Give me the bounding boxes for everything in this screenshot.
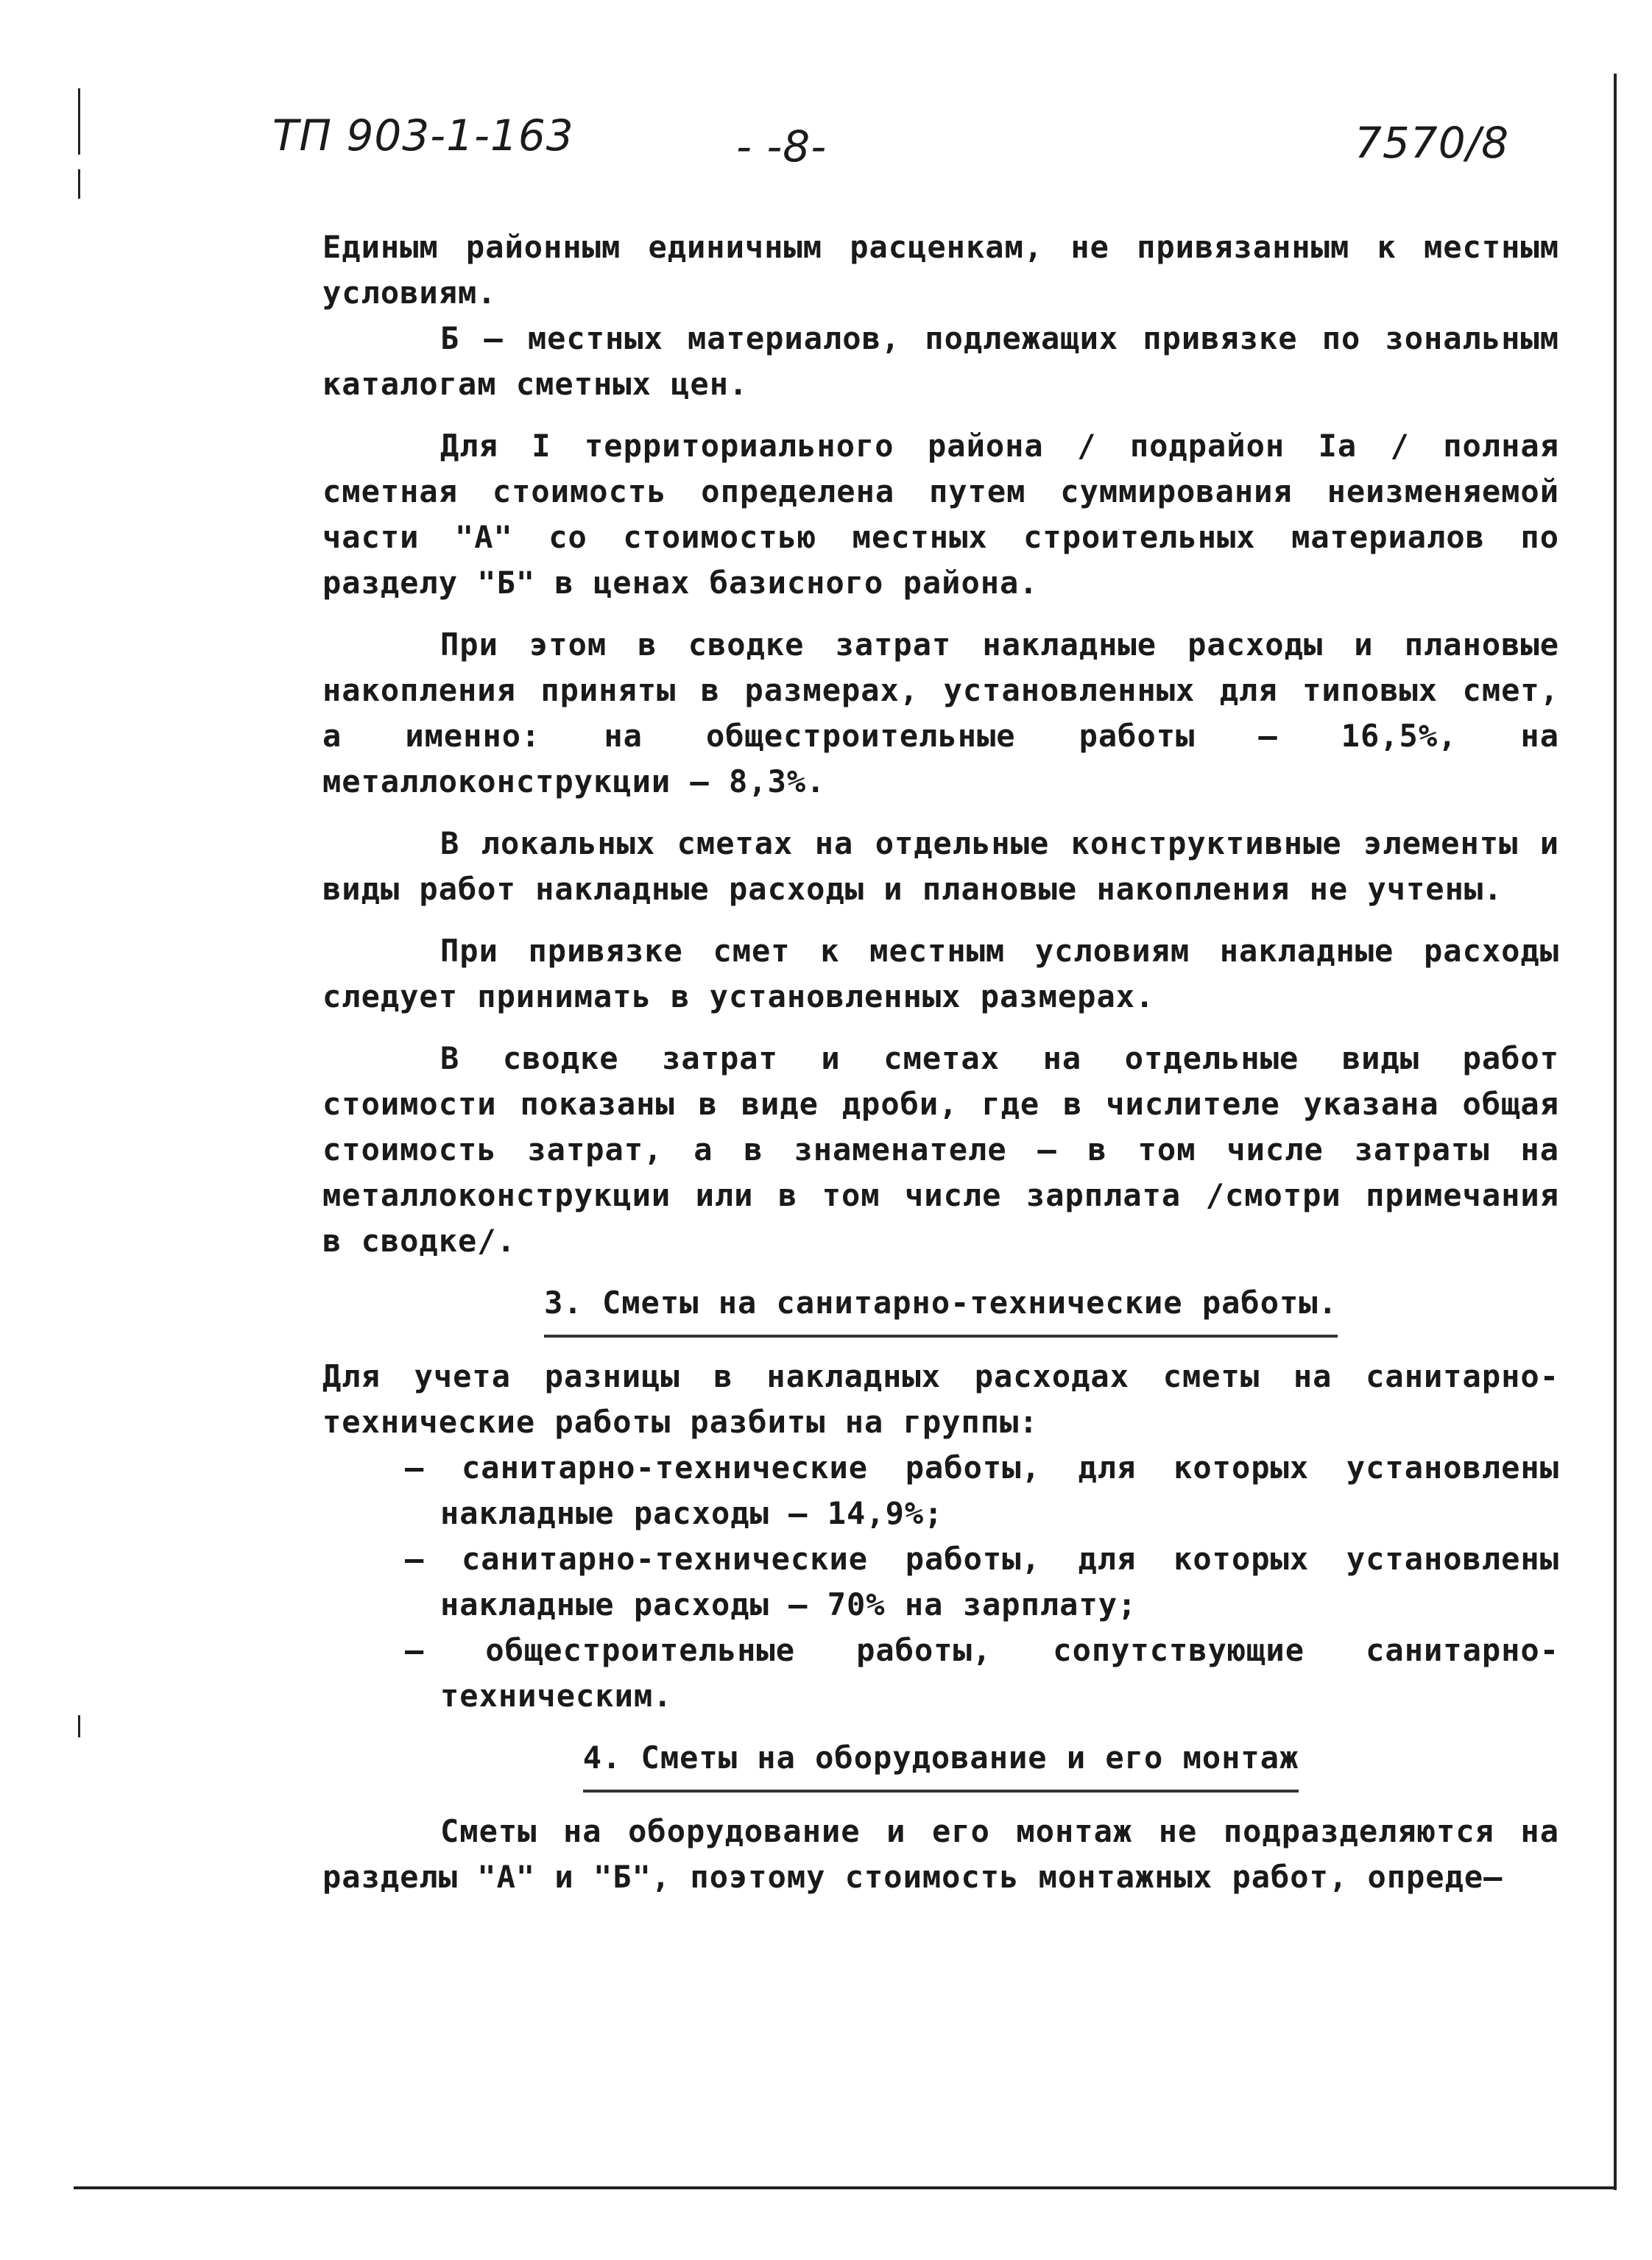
paragraph: В сводке затрат и сметах на отдельные виды работ стоимости показаны в виде дроби, где в числителе указана общая стоимость затрат, а в знаменателе – в том числе затраты на металлоконструкции или в том числе зарплата /смотри примечания в сводке/.	[322, 1040, 1559, 1259]
section-4-heading	[322, 1735, 1559, 1793]
section-3-intro: Для учета разницы в накладных расходах сметы на санитарно-технические работы разбиты на группы:	[322, 1358, 1559, 1440]
section-4-heading-text: 4. Сметы на оборудование и его монтаж	[583, 1735, 1299, 1793]
section-3-list	[322, 1445, 1559, 1719]
body-text	[322, 225, 1559, 1900]
sheet-number: 7570/8	[1355, 118, 1510, 168]
list-item: – санитарно-технические работы, для которых установлены накладные расходы – 14,9%;	[405, 1449, 1559, 1531]
list-item: – санитарно-технические работы, для которых установлены накладные расходы – 70% на зарплату;	[405, 1541, 1559, 1622]
section-3-heading	[322, 1280, 1559, 1338]
page-number: - -8-	[736, 121, 827, 172]
margin-mark	[78, 1715, 80, 1737]
paragraph: Б – местных материалов, подлежащих привязке по зональным каталогам сметных цен.	[322, 320, 1559, 402]
paragraph: При привязке смет к местным условиям накладные расходы следует принимать в установленных размерах.	[322, 933, 1559, 1014]
paragraph: Для I территориального района / подрайон Iа / полная сметная стоимость определена путем суммирования неизменяемой части "А" со стоимостью местных строительных материалов по разделу "Б" в ценах базисного района.	[322, 428, 1559, 601]
margin-mark	[78, 88, 80, 155]
section-3-heading-text: 3. Сметы на санитарно-технические работы.	[544, 1280, 1338, 1338]
bottom-border-line	[74, 2186, 1617, 2189]
section-4-intro: Сметы на оборудование и его монтаж не подразделяются на разделы "А" и "Б", поэтому стоимость монтажных работ, опреде–	[322, 1813, 1559, 1895]
paragraph: При этом в сводке затрат накладные расходы и плановые накопления приняты в размерах, установленных для типовых смет, а именно: на общестроительные работы – 16,5%, на металлоконструкции – 8,3%.	[322, 626, 1559, 799]
list-item: – общестроительные работы, сопутствующие санитарно-техническим.	[405, 1632, 1559, 1714]
paragraph: Единым районным единичным расценкам, не привязанным к местным условиям.	[322, 229, 1559, 311]
right-border-line	[1614, 74, 1617, 2190]
document-code: ТП 903-1-163	[272, 110, 574, 160]
paragraph: В локальных сметах на отдельные конструктивные элементы и виды работ накладные расходы и плановые накопления не учтены.	[322, 825, 1559, 907]
margin-mark	[78, 169, 80, 199]
